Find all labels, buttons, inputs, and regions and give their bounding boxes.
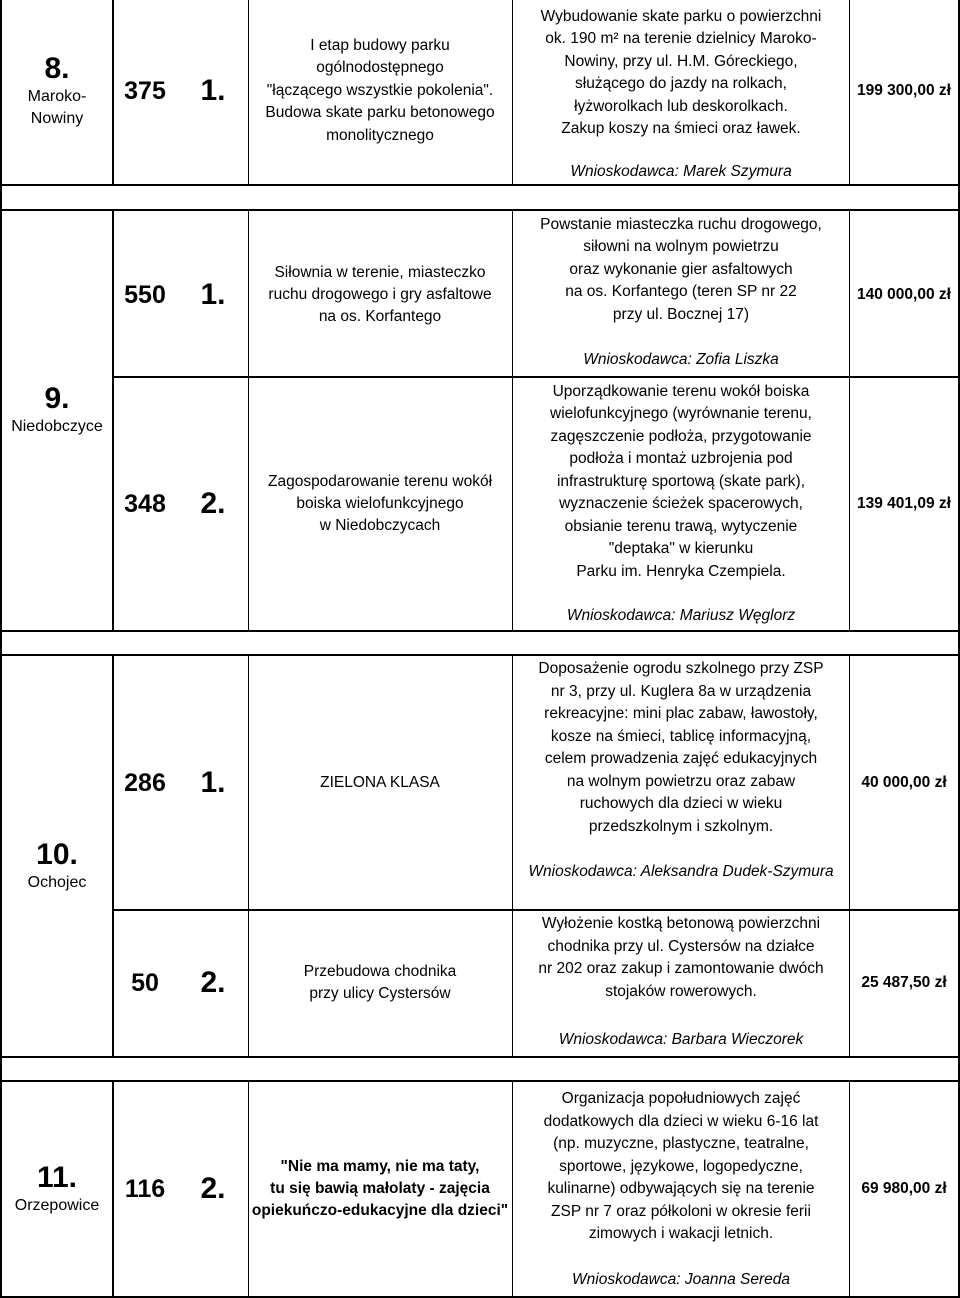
district-name: Maroko- Nowiny	[27, 88, 87, 127]
description-cell	[512, 910, 850, 1006]
cell-border	[248, 656, 249, 1056]
rank-number: 1.	[200, 74, 226, 107]
title-cell	[248, 910, 512, 1056]
votes-cell	[112, 378, 178, 630]
district-number: 9.	[44, 382, 70, 415]
project-description: Doposażenie ogrodu szkolnego przy ZSP nr 3, przy ul. Kuglera 8a w urządzenia rekreacyjne: mini plac zabaw, ławostoły, kosze na śmieci, tablicę informacyjną, celem prowadzenia zajęć edukacyjnych na wolnym powietrzu oraz zabaw ruchowych dla dzieci w wieku przedszkolnym i szkolnym.	[538, 660, 824, 835]
amount-value: 199 300,00 zł	[857, 82, 951, 99]
rank-cell	[178, 1082, 248, 1296]
district-number: 10.	[36, 838, 78, 871]
amount-cell	[850, 1082, 958, 1296]
rank-number: 2.	[200, 487, 226, 520]
cell-border	[849, 656, 850, 1056]
applicant-cell	[512, 604, 850, 628]
project-title: Przebudowa chodnika przy ulicy Cystersów	[303, 963, 457, 1002]
district-name: Ochojec	[27, 874, 87, 891]
votes-cell	[112, 1082, 178, 1296]
project-description: Wyłożenie kostką betonową powierzchni chodnika przy ul. Cystersów na działce nr 202 oraz zakup i zamontowanie dwóch stojaków rowerowych.	[538, 915, 824, 1000]
project-title: Siłownia w terenie, miasteczko ruchu drogowego i gry asfaltowe na os. Korfantego	[268, 264, 492, 325]
district-cell	[2, 656, 112, 910]
amount-cell	[850, 212, 958, 378]
row-divider	[0, 184, 960, 186]
applicant-cell	[512, 860, 850, 884]
district-name: Orzepowice	[14, 1197, 100, 1214]
rank-cell	[178, 656, 248, 910]
description-cell	[512, 0, 850, 148]
row-divider	[0, 654, 960, 656]
rank-number: 1.	[200, 278, 226, 311]
amount-value: 139 401,09 zł	[857, 495, 951, 512]
votes-count: 116	[124, 1174, 166, 1203]
table-border	[0, 0, 2, 1298]
rank-cell	[178, 0, 248, 184]
votes-cell	[112, 212, 178, 378]
applicant-name: Wnioskodawca: Aleksandra Dudek-Szymura	[528, 863, 834, 880]
applicant-cell	[512, 160, 850, 184]
cell-border	[112, 656, 114, 1056]
row-divider	[112, 376, 960, 378]
district-cell	[2, 1082, 112, 1296]
applicant-name: Wnioskodawca: Joanna Sereda	[572, 1271, 790, 1288]
applicant-name: Wnioskodawca: Barbara Wieczorek	[558, 1031, 804, 1048]
votes-cell	[112, 0, 178, 184]
votes-count: 50	[131, 968, 159, 997]
description-cell	[512, 210, 850, 330]
votes-count: 286	[124, 768, 166, 797]
cell-border	[248, 1082, 249, 1296]
title-cell	[248, 378, 512, 630]
district-number: 8.	[44, 52, 70, 85]
project-description: Organizacja popołudniowych zajęć dodatkowych dla dzieci w wieku 6-16 lat (np. muzyczne, plastyczne, teatralne, sportowe, językowe, logopedyczne, kulinarne) odbywających się na terenie ZSP nr 7 oraz półkoloni w okresie ferii zimowych i wakacji letnich.	[543, 1090, 819, 1243]
cell-border	[512, 1082, 513, 1296]
description-cell	[512, 378, 850, 586]
votes-cell	[112, 656, 178, 910]
project-title: ZIELONA KLASA	[320, 774, 440, 791]
rank-number: 1.	[200, 766, 226, 799]
district-cell	[2, 0, 112, 184]
votes-cell	[112, 910, 178, 1056]
rank-cell	[178, 378, 248, 630]
votes-count: 550	[124, 280, 166, 309]
row-divider	[0, 630, 960, 632]
project-description: Powstanie miasteczka ruchu drogowego, siłowni na wolnym powietrzu oraz wykonanie gier asfaltowych na os. Korfantego (teren SP nr 22 przy ul. Bocznej 17)	[540, 215, 822, 323]
applicant-cell	[512, 1268, 850, 1292]
cell-border	[512, 0, 513, 184]
cell-border	[112, 211, 114, 630]
title-cell	[248, 1082, 512, 1296]
amount-cell	[850, 656, 958, 910]
row-divider	[112, 909, 960, 911]
row-divider	[0, 209, 960, 211]
row-divider	[0, 1056, 960, 1058]
applicant-name: Wnioskodawca: Marek Szymura	[570, 163, 792, 180]
rank-cell	[178, 910, 248, 1056]
applicant-name: Wnioskodawca: Mariusz Węglorz	[566, 607, 796, 624]
cell-border	[248, 211, 249, 630]
rank-number: 2.	[200, 966, 226, 999]
applicant-name: Wnioskodawca: Zofia Liszka	[583, 351, 779, 368]
district-cell	[2, 212, 112, 608]
title-cell	[248, 212, 512, 378]
project-description: Uporządkowanie terenu wokół boiska wielofunkcyjnego (wyrównanie terenu, zagęszczenie podłoża, przygotowanie podłoża i montaż uzbrojenia pod infrastrukturę sportową (skate park), wyznaczenie ścieżek spacerowych, obsianie terenu trawą, wytyczenie "deptaka" w kierunku Parku im. Henryka Czempiela.	[550, 382, 812, 580]
rank-number: 2.	[200, 1172, 226, 1205]
title-cell	[248, 656, 512, 910]
amount-value: 69 980,00 zł	[861, 1180, 947, 1197]
project-title: I etap budowy parku ogólnodostępnego "łączącego wszystkie pokolenia". Budowa skate parku betonowego monolitycznego	[265, 36, 495, 144]
amount-cell	[850, 910, 958, 1056]
amount-value: 140 000,00 zł	[857, 286, 951, 303]
project-title: "Nie ma mamy, nie ma taty, tu się bawią małolaty - zajęcia opiekuńczo-edukacyjne dla dzieci"	[251, 1158, 509, 1219]
votes-count: 348	[124, 489, 166, 518]
cell-border	[112, 1082, 114, 1296]
applicant-cell	[512, 348, 850, 372]
row-divider	[0, 1080, 960, 1082]
description-cell	[512, 656, 850, 840]
cell-border	[849, 211, 850, 630]
cell-border	[512, 656, 513, 1056]
amount-value: 25 487,50 zł	[861, 974, 947, 991]
description-cell	[512, 1082, 850, 1252]
district-number: 11.	[36, 1161, 78, 1194]
amount-cell	[850, 0, 958, 184]
title-cell	[248, 0, 512, 184]
amount-value: 40 000,00 zł	[861, 774, 947, 791]
cell-border	[512, 211, 513, 630]
applicant-cell	[512, 1028, 850, 1052]
cell-border	[248, 0, 249, 184]
cell-border	[849, 1082, 850, 1296]
votes-count: 375	[124, 76, 166, 105]
district-name: Niedobczyce	[11, 418, 103, 435]
rank-cell	[178, 212, 248, 378]
cell-border	[112, 0, 114, 184]
cell-border	[849, 0, 850, 184]
project-description: Wybudowanie skate parku o powierzchni ok. 190 m² na terenie dzielnicy Maroko- Nowiny, przy ul. H.M. Góreckiego, służącego do jazdy na rolkach, łyżworolkach lub deskorolkach. Zakup koszy na śmieci oraz ławek.	[540, 7, 822, 137]
amount-cell	[850, 378, 958, 630]
project-title: Zagospodarowanie terenu wokół boiska wielofunkcyjnego w Niedobczycach	[267, 473, 493, 534]
